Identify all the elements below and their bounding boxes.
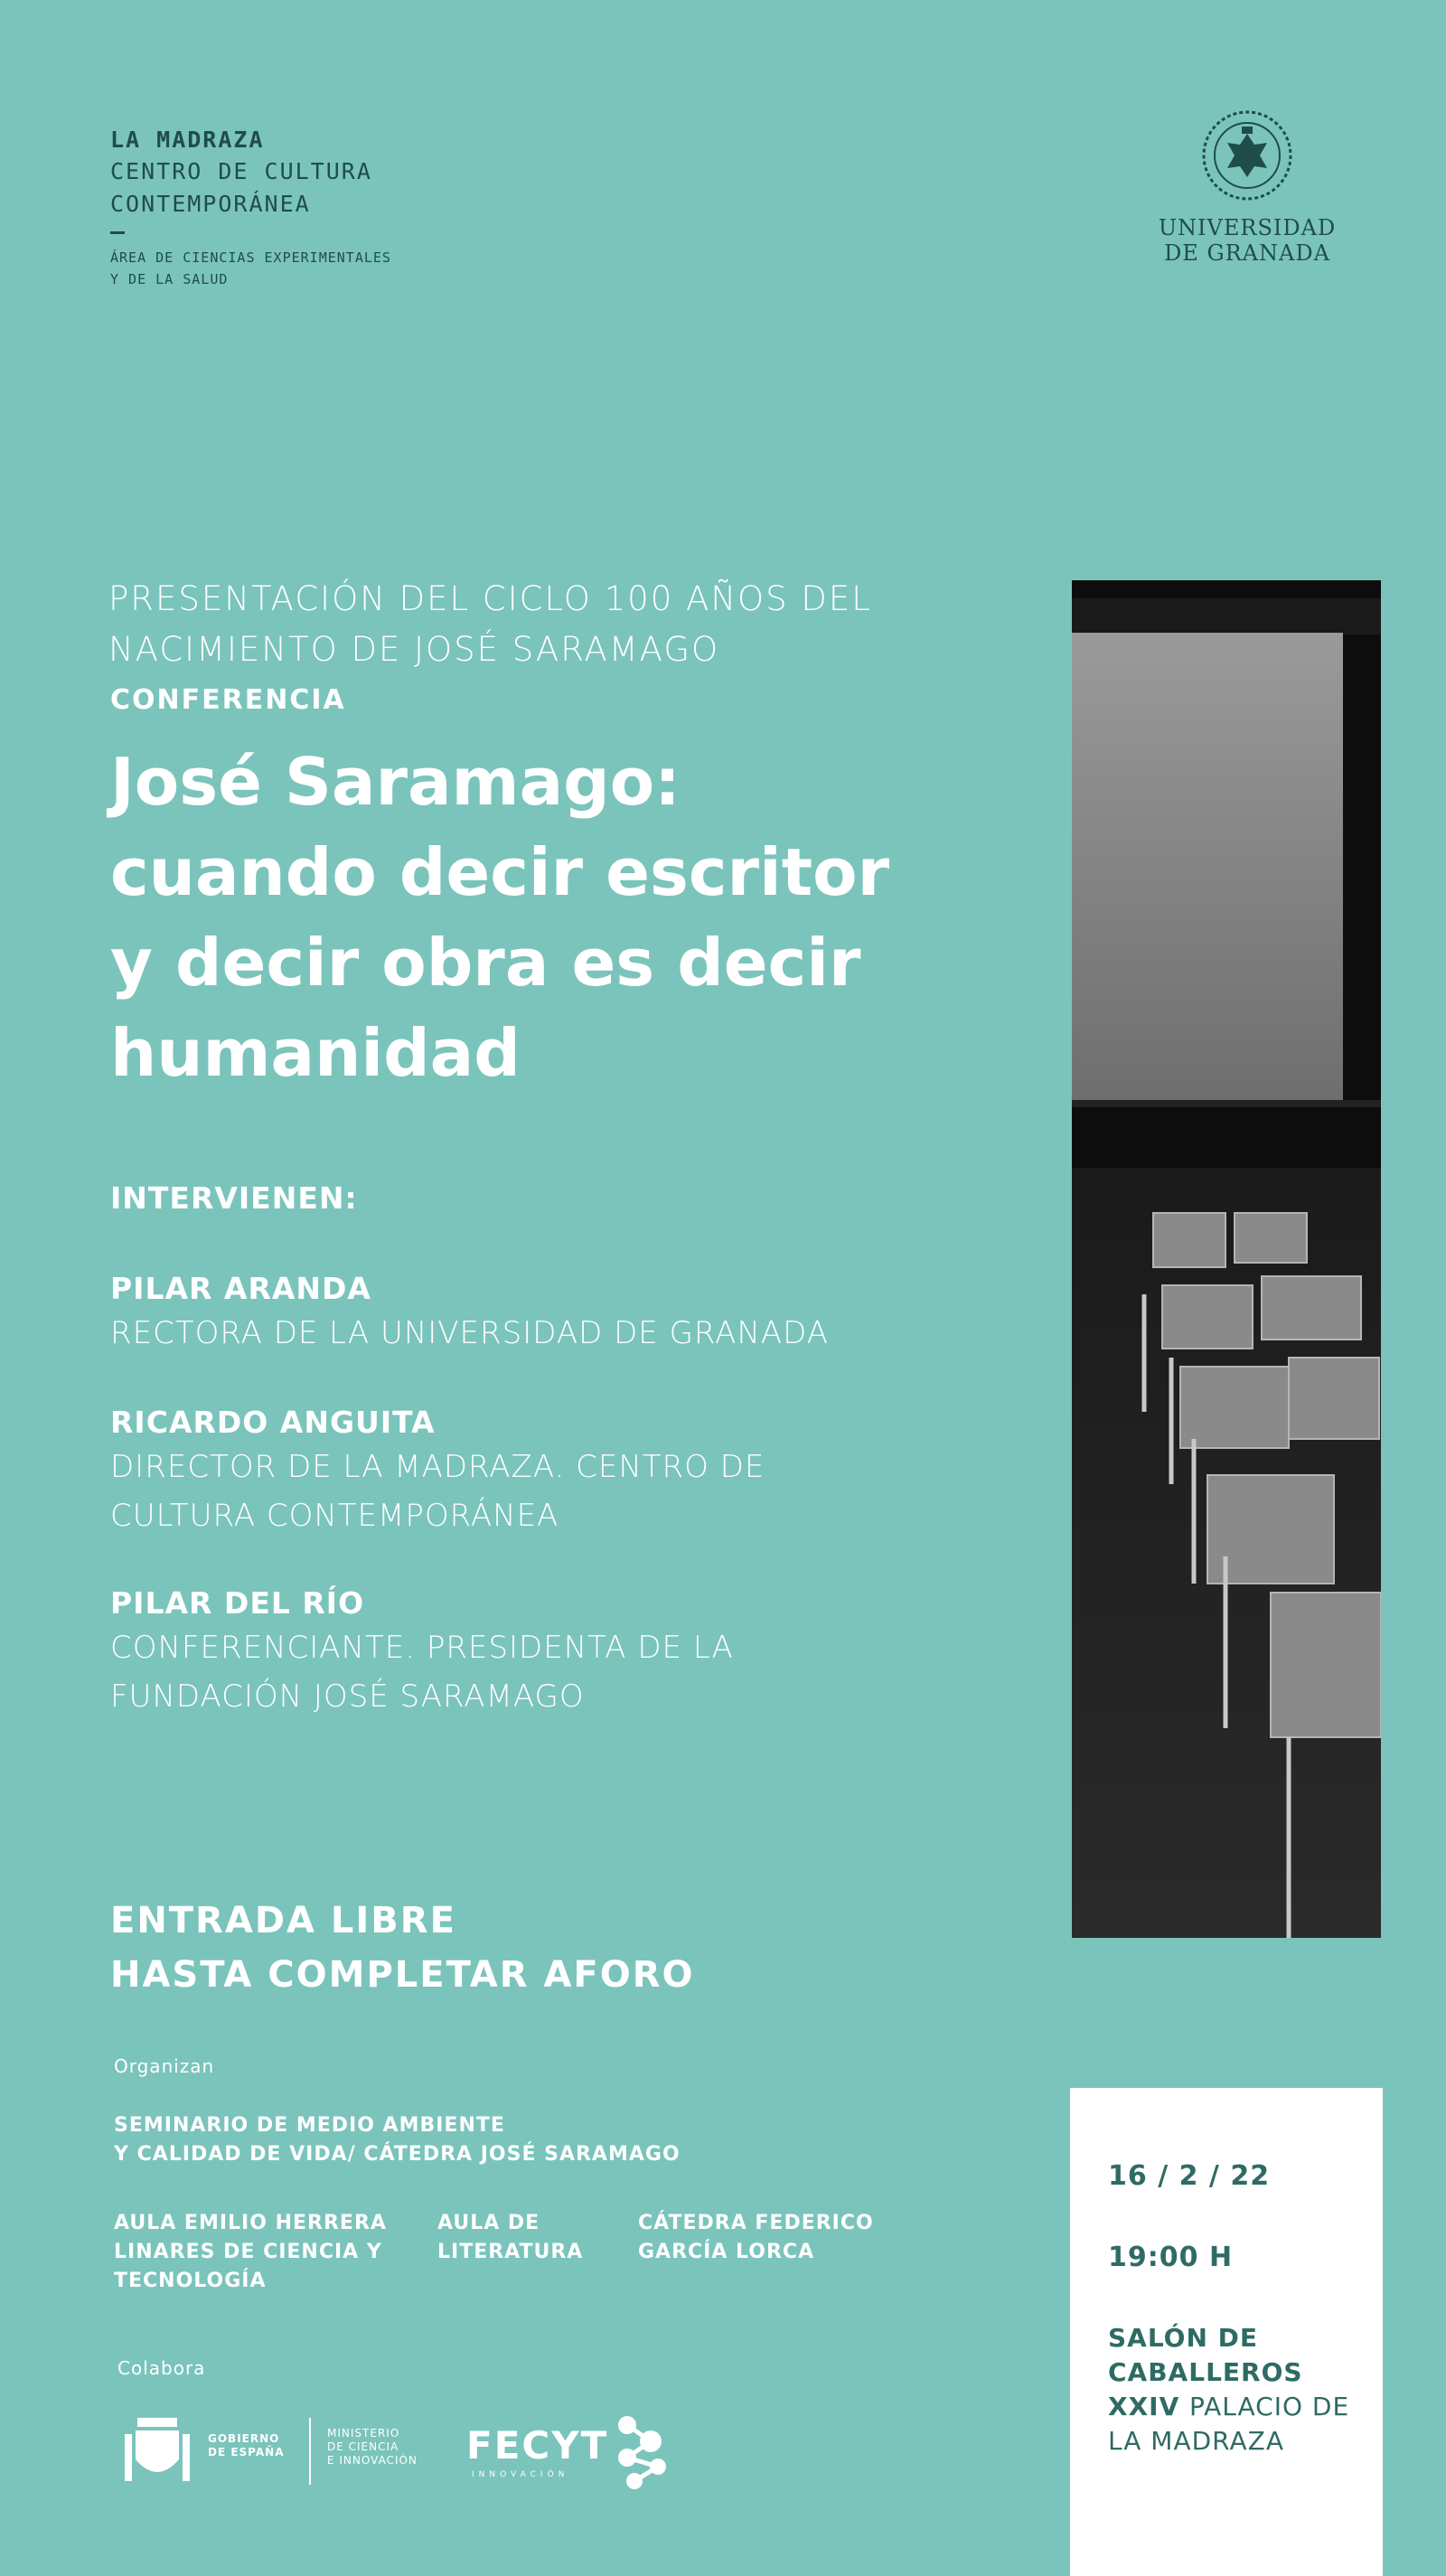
entry-line-2: HASTA COMPLETAR AFORO — [110, 1954, 695, 1996]
organizers-label: Organizan — [114, 2055, 215, 2077]
organizer-col-1 — [114, 2209, 387, 2296]
madraza-line-1: LA MADRAZA — [110, 127, 265, 153]
ministry-line: MINISTERIO — [327, 2427, 400, 2440]
auditorium-image — [1072, 580, 1381, 1938]
government-line: GOBIERNO — [208, 2432, 280, 2445]
organizer-col-2-line: AULA DE — [437, 2212, 540, 2234]
event-place — [1108, 2321, 1349, 2458]
event-title-line-1: José Saramago: — [110, 744, 681, 820]
collaborates-label: Colabora — [117, 2357, 206, 2379]
madraza-line-2: CENTRO DE CULTURA — [110, 158, 372, 184]
organizer-col-2-line: LITERATURA — [437, 2241, 584, 2263]
ugr-seal-icon — [1200, 108, 1294, 202]
event-place-last: LA MADRAZA — [1108, 2426, 1284, 2456]
event-subtitle — [108, 574, 872, 675]
organizer-col-3 — [638, 2209, 874, 2267]
event-place-bold: XXIV — [1108, 2392, 1180, 2421]
madraza-line-3: CONTEMPORÁNEA — [110, 191, 311, 217]
event-place-line: SALÓN DE — [1108, 2323, 1259, 2353]
event-date: 16 / 2 / 22 — [1108, 2160, 1271, 2192]
event-title-line-4: humanidad — [110, 1015, 521, 1091]
event-title-line-3: y decir obra es decir — [110, 925, 861, 1001]
speaker-name: PILAR ARANDA — [110, 1271, 371, 1306]
logo-divider — [309, 2418, 311, 2485]
coat-of-arms-icon — [125, 2412, 190, 2490]
organizer-col-3-line: CÁTEDRA FEDERICO — [638, 2212, 874, 2234]
event-place-line — [1108, 2390, 1349, 2424]
government-label — [208, 2432, 285, 2459]
speaker-role: CULTURA CONTEMPORÁNEA — [110, 1498, 559, 1534]
event-details-card — [1070, 2088, 1383, 2576]
organizer-col-1-line: LINARES DE CIENCIA Y — [114, 2241, 382, 2263]
speaker-name: PILAR DEL RÍO — [110, 1585, 365, 1621]
event-time: 19:00 H — [1108, 2242, 1234, 2273]
event-type: CONFERENCIA — [110, 684, 346, 716]
speaker-role: DIRECTOR DE LA MADRAZA. CENTRO DE — [110, 1449, 765, 1485]
speaker-role: CONFERENCIANTE. PRESIDENTA DE LA — [110, 1630, 734, 1666]
entry-info — [110, 1894, 695, 2002]
event-subtitle-line-1: PRESENTACIÓN DEL CICLO 100 AÑOS DEL — [108, 579, 872, 618]
collaborator-logos — [117, 2409, 696, 2490]
event-title — [110, 737, 1014, 1098]
madraza-divider — [110, 231, 125, 234]
event-subtitle-line-2: NACIMIENTO DE JOSÉ SARAMAGO — [108, 630, 720, 669]
ministry-line: E INNOVACIÓN — [327, 2454, 418, 2467]
area-line-2: Y DE LA SALUD — [110, 271, 229, 287]
speaker-3 — [110, 1584, 1014, 1721]
speakers-heading: INTERVIENEN: — [110, 1180, 358, 1216]
event-place-rest: PALACIO DE — [1189, 2392, 1350, 2421]
fecyt-molecule-icon — [611, 2414, 674, 2490]
fecyt-subtitle: INNOVACIÓN — [472, 2470, 569, 2479]
organizer-col-2 — [437, 2209, 583, 2267]
speaker-2 — [110, 1403, 1014, 1540]
speaker-name: RICARDO ANGUITA — [110, 1405, 436, 1440]
auditorium-photo — [1072, 580, 1381, 1938]
madraza-logo — [110, 125, 391, 290]
event-title-line-2: cuando decir escritor — [110, 834, 890, 910]
ugr-name-2: DE GRANADA — [1164, 240, 1330, 266]
organizer-main-line-1: SEMINARIO DE MEDIO AMBIENTE — [114, 2114, 505, 2137]
fecyt-logo-text: FECYT — [466, 2423, 609, 2468]
speaker-1 — [110, 1269, 1014, 1358]
ugr-name-1: UNIVERSIDAD — [1158, 215, 1337, 240]
ministry-line: DE CIENCIA — [327, 2440, 399, 2453]
organizer-col-1-line: AULA EMILIO HERRERA — [114, 2212, 387, 2234]
speaker-role: RECTORA DE LA UNIVERSIDAD DE GRANADA — [110, 1315, 829, 1351]
organizer-main-line-2: Y CALIDAD DE VIDA/ CÁTEDRA JOSÉ SARAMAGO — [114, 2143, 681, 2166]
event-place-line: CABALLEROS — [1108, 2357, 1303, 2387]
organizer-col-1-line: TECNOLOGÍA — [114, 2270, 267, 2292]
government-line: DE ESPAÑA — [208, 2446, 285, 2458]
organizer-main — [114, 2111, 681, 2169]
organizer-col-3-line: GARCÍA LORCA — [638, 2241, 815, 2263]
entry-line-1: ENTRADA LIBRE — [110, 1900, 456, 1941]
ugr-logo — [1143, 108, 1351, 266]
ministry-label — [327, 2427, 418, 2468]
speaker-role: FUNDACIÓN JOSÉ SARAMAGO — [110, 1678, 585, 1715]
area-line-1: ÁREA DE CIENCIAS EXPERIMENTALES — [110, 249, 391, 266]
